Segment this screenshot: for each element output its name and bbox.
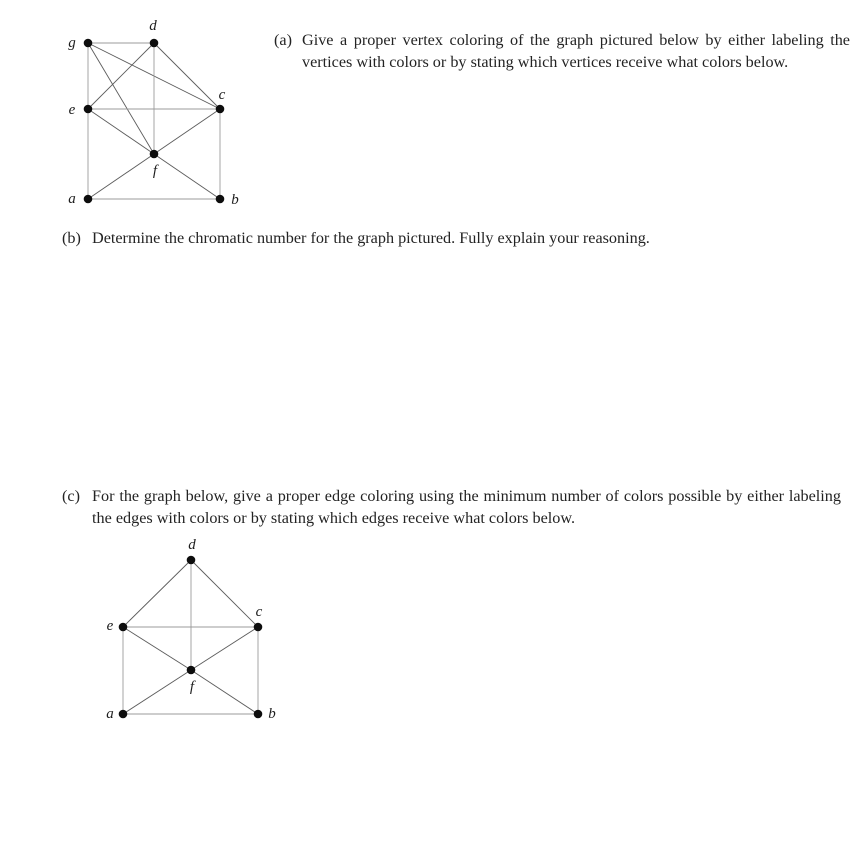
vertex-d [150, 39, 159, 48]
vertex-b [254, 710, 263, 719]
vertex-g [84, 39, 93, 48]
edge-c-f [154, 109, 220, 154]
vertex-f [187, 666, 196, 675]
vertex-label-a: a [68, 191, 76, 207]
vertex-e [119, 623, 128, 632]
vertex-a [84, 195, 93, 204]
problem-c-text: For the graph below, give a proper edge coloring using the minimum number of colors possible by either labeling the edges with colors or by stating which edges receive what colors below. [92, 487, 841, 527]
vertex-c [254, 623, 263, 632]
vertex-coloring-graph [68, 18, 239, 208]
edge-e-f [88, 109, 154, 154]
edge-d-c [154, 43, 220, 109]
vertex-label-c: c [255, 604, 263, 620]
problem-b-text: Determine the chromatic number for the graph pictured. Fully explain your reasoning. [92, 229, 650, 247]
problem-a-text: Give a proper vertex coloring of the graph pictured below by either labeling the vertices with colors or by stating which vertices receive what colors below. [302, 31, 850, 71]
vertex-label-b: b [231, 192, 239, 208]
edge-f-b [154, 154, 220, 199]
edge-coloring-graph [106, 537, 276, 722]
edge-f-a [123, 670, 191, 714]
vertex-label-d: d [188, 537, 196, 553]
edge-d-c [191, 560, 258, 627]
vertex-label-f: f [189, 679, 195, 695]
vertex-label-b: b [268, 706, 276, 722]
vertex-label-a: a [106, 706, 114, 722]
vertex-label-e: e [106, 618, 114, 634]
vertex-label-d: d [149, 18, 157, 34]
vertex-label-c: c [218, 87, 226, 103]
edge-f-c [191, 627, 258, 670]
vertex-e [84, 105, 93, 114]
problem-b-label: (b) [62, 229, 81, 247]
vertex-f [150, 150, 159, 159]
edge-f-b [191, 670, 258, 714]
vertex-label-e: e [68, 102, 76, 118]
vertex-label-f: f [152, 163, 158, 179]
problem-b [62, 228, 786, 250]
vertex-c [216, 105, 225, 114]
edge-f-a [88, 154, 154, 199]
vertex-d [187, 556, 196, 565]
vertex-a [119, 710, 128, 719]
vertex-b [216, 195, 225, 204]
vertex-label-g: g [68, 35, 76, 51]
problem-a-label: (a) [274, 31, 292, 49]
problem-c-label: (c) [62, 487, 80, 505]
problem-c [62, 486, 841, 529]
problem-a [274, 30, 850, 73]
edge-d-e [123, 560, 191, 627]
edge-e-f [123, 627, 191, 670]
